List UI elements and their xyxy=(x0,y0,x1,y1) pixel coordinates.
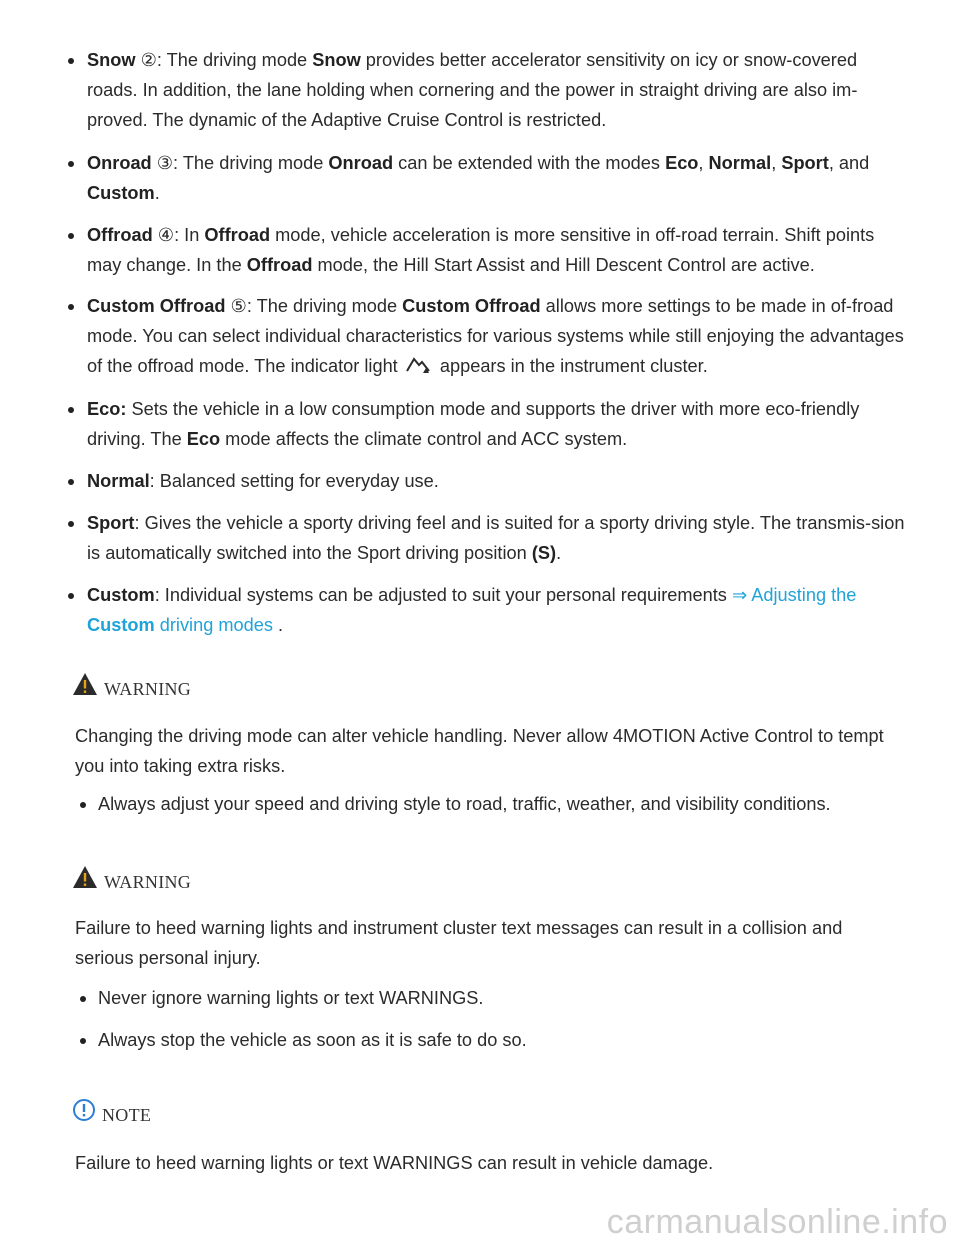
mode-custom: Custom xyxy=(87,183,155,203)
text: . xyxy=(154,183,160,203)
mode-name: Normal xyxy=(87,471,150,491)
list-item-normal xyxy=(87,466,909,496)
text: : The driving mode xyxy=(173,153,329,173)
note-header xyxy=(72,1098,151,1131)
text: allows more settings to be made in of-froad mode. You can select individual characteristics for various systems while still enjoying the advantages of the offroad mode. The indicator light xyxy=(87,296,904,376)
mode-name: Custom xyxy=(87,585,155,605)
text: . xyxy=(272,615,284,635)
warning-triangle-icon xyxy=(72,672,98,705)
callout-number: ② xyxy=(140,50,157,70)
list-item-custom-offroad xyxy=(87,291,909,385)
note-label: NOTE xyxy=(102,1104,152,1125)
text: : Gives the vehicle a sporty driving feel and is suited for a sporty driving style. The transmis-sion is automatically switched into the Sport driving position xyxy=(87,513,905,563)
mode-name: Sport xyxy=(87,513,135,533)
warning-text-2: Failure to heed warning lights and instrument cluster text messages can result in a collision and serious personal injury. xyxy=(75,918,843,968)
note-exclamation-icon xyxy=(72,1098,96,1131)
text: . xyxy=(556,543,562,563)
list-item-sport xyxy=(87,508,909,568)
warning-text-1: Changing the driving mode can alter vehicle handling. Never allow 4MOTION Active Control to tempt you into taking extra risks. xyxy=(75,726,884,776)
text: provides better accelerator sensitivity on icy or snow-covered roads. In addition, the lane holding when cornering and the power in straight driving are also im-proved. The dynamic of the Adaptive Cruise Control is restricted. xyxy=(87,50,858,130)
text: appears in the instrument cluster. xyxy=(439,356,708,376)
mode-name: Snow xyxy=(87,50,136,70)
link-text: driving modes xyxy=(154,615,273,635)
mode-name-inline: Offroad xyxy=(246,255,313,275)
callout-number: ④ xyxy=(157,225,175,245)
mode-name-inline: Snow xyxy=(312,50,361,70)
text: can be extended with the modes xyxy=(393,153,666,173)
list-item-onroad xyxy=(87,148,909,208)
text: Sets the vehicle in a low consumption mode and supports the driver with more eco-friendly driving. The xyxy=(87,399,860,449)
arrow-icon: ⇒ xyxy=(731,585,748,605)
list-item-offroad xyxy=(87,220,909,280)
mode-name: Offroad xyxy=(87,225,153,245)
link-text: Adjusting the xyxy=(747,585,857,605)
offroad-indicator-icon xyxy=(405,354,433,385)
list-item-eco xyxy=(87,394,909,454)
callout-number: ⑤ xyxy=(230,296,247,316)
note-text: Failure to heed warning lights or text WARNINGS can result in vehicle damage. xyxy=(75,1153,714,1173)
link-text-bold: Custom xyxy=(87,615,155,635)
text: : Balanced setting for everyday use. xyxy=(149,471,439,491)
list-item-custom xyxy=(87,580,909,640)
mode-name-inline: Onroad xyxy=(328,153,394,173)
mode-name: Eco: xyxy=(87,399,127,419)
callout-number: ③ xyxy=(156,153,174,173)
warning-bullet: Always adjust your speed and driving style to road, traffic, weather, and visibility conditions. xyxy=(98,789,898,819)
text: mode, vehicle acceleration is more sensitive in off-road terrain. Shift points may change. In the xyxy=(87,225,875,275)
mode-name: Onroad xyxy=(87,153,152,173)
warning-label: WARNING xyxy=(104,678,192,699)
warning-bullet: Never ignore warning lights or text WARNINGS. xyxy=(98,983,898,1013)
warning-triangle-icon xyxy=(72,865,98,898)
warning-label: WARNING xyxy=(104,871,192,892)
position-s: (S) xyxy=(531,543,557,563)
mode-eco: Eco xyxy=(665,153,699,173)
warning-header-2 xyxy=(72,865,191,898)
text: : In xyxy=(174,225,205,245)
mode-name-inline: Eco xyxy=(186,429,221,449)
mode-name: Custom Offroad xyxy=(87,296,226,316)
warning-bullet: Always stop the vehicle as soon as it is safe to do so. xyxy=(98,1025,898,1055)
text: mode, the Hill Start Assist and Hill Descent Control are active. xyxy=(312,255,815,275)
mode-sport: Sport xyxy=(781,153,829,173)
mode-normal: Normal xyxy=(708,153,772,173)
text: : The driving mode xyxy=(246,296,403,316)
text: : Individual systems can be adjusted to suit your personal requirements xyxy=(154,585,732,605)
mode-name-inline: Custom Offroad xyxy=(402,296,541,316)
warning-header-1 xyxy=(72,672,191,705)
watermark: carmanualsonline.info xyxy=(606,1203,948,1241)
text: mode affects the climate control and ACC system. xyxy=(220,429,628,449)
text: , xyxy=(771,153,782,173)
text: , and xyxy=(828,153,870,173)
mode-name-inline: Offroad xyxy=(204,225,271,245)
list-item-snow xyxy=(87,45,909,135)
text: , xyxy=(698,153,709,173)
text: : The driving mode xyxy=(156,50,313,70)
